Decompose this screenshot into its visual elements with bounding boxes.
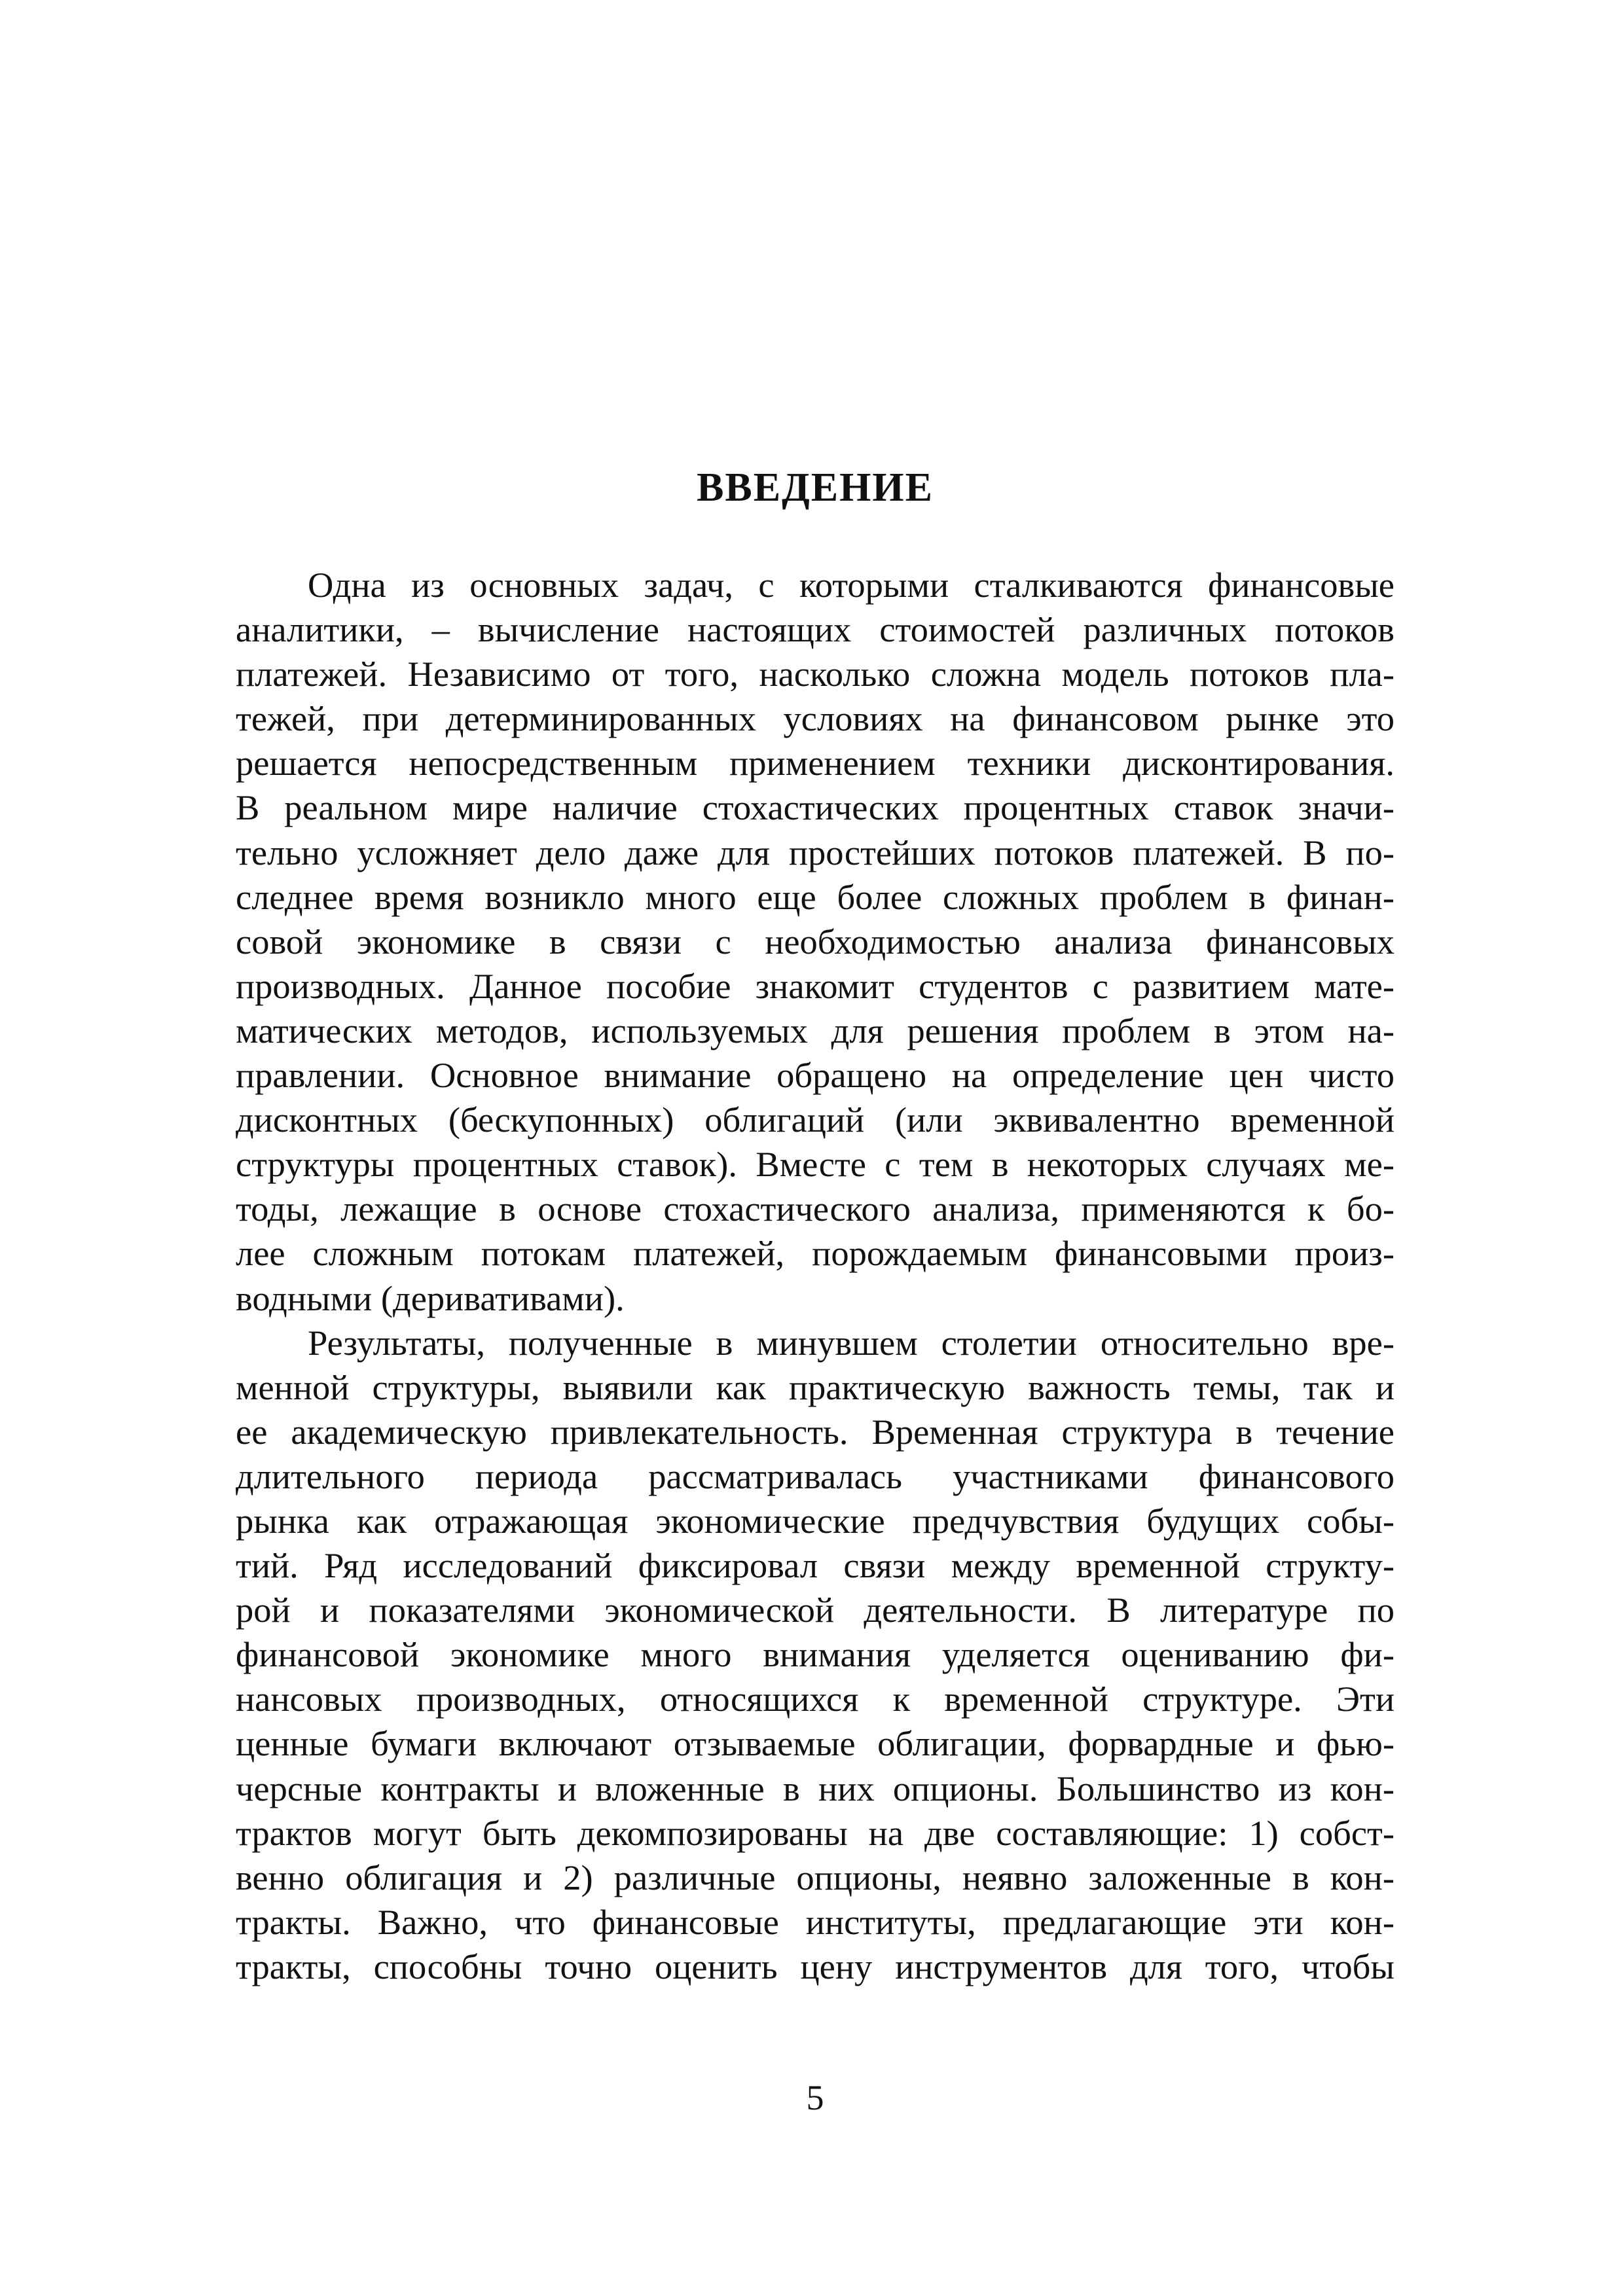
text-line: финансовой экономике много внимания уделяется оцениванию фи-: [236, 1634, 1395, 1675]
text-line: тракты. Важно, что финансовые институты, предлагающие эти кон-: [236, 1901, 1395, 1942]
text-line: венно облигация и 2) различные опционы, неявно заложенные в кон-: [236, 1857, 1395, 1897]
text-line: тий. Ряд исследований фиксировал связи между временной структу-: [236, 1545, 1395, 1586]
text-line: Одна из основных задач, с которыми сталкиваются финансовые: [308, 565, 1395, 605]
text-line: водными (деривативами).: [236, 1278, 625, 1318]
text-line: тоды, лежащие в основе стохастического анализа, применяются к бо-: [236, 1189, 1395, 1229]
text-line: структуры процентных ставок). Вместе с тем в некоторых случаях ме-: [236, 1144, 1395, 1185]
text-line: трактов могут быть декомпозированы на две составляющие: 1) собст-: [236, 1812, 1395, 1853]
text-line: ценные бумаги включают отзываемые облигации, форвардные и фью-: [236, 1723, 1395, 1764]
page-number: 5: [806, 2078, 824, 2117]
text-line: рой и показателями экономической деятельности. В литературе по: [236, 1590, 1395, 1630]
text-line: нансовых производных, относящихся к временной структуре. Эти: [236, 1679, 1395, 1719]
body-text: [236, 563, 1395, 1989]
text-line: черсные контракты и вложенные в них опционы. Большинство из кон-: [236, 1768, 1395, 1808]
text-line: матических методов, используемых для решения проблем в этом на-: [236, 1010, 1395, 1050]
text-line: производных. Данное пособие знакомит студентов с развитием мате-: [236, 965, 1395, 1006]
paragraph-1: [236, 563, 1395, 1321]
text-line: платежей. Независимо от того, насколько сложна модель потоков пла-: [236, 654, 1395, 694]
text-line: В реальном мире наличие стохастических процентных ставок значи-: [236, 787, 1395, 828]
text-line: лее сложным потокам платежей, порождаемым финансовыми произ-: [236, 1233, 1395, 1274]
text-line: решается непосредственным применением техники дисконтирования.: [236, 743, 1395, 783]
text-line: длительного периода рассматривалась участниками финансового: [236, 1456, 1395, 1496]
text-line: Результаты, полученные в минувшем столетии относительно вре-: [308, 1322, 1395, 1363]
text-line: совой экономике в связи с необходимостью анализа финансовых: [236, 921, 1395, 961]
text-line: рынка как отражающая экономические предчувствия будущих собы-: [236, 1500, 1395, 1541]
text-line: правлении. Основное внимание обращено на определение цен чисто: [236, 1055, 1395, 1096]
text-line: аналитики, – вычисление настоящих стоимостей различных потоков: [236, 609, 1395, 650]
page-title: ВВЕДЕНИЕ: [697, 465, 934, 510]
text-line: дисконтных (бескупонных) облигаций (или эквивалентно временной: [236, 1100, 1395, 1140]
text-line: тельно усложняет дело даже для простейших потоков платежей. В по-: [236, 832, 1395, 872]
text-line: менной структуры, выявили как практическую важность темы, так и: [236, 1367, 1395, 1407]
text-line: следнее время возникло много еще более сложных проблем в финан-: [236, 876, 1395, 917]
text-line: тежей, при детерминированных условиях на финансовом рынке это: [236, 698, 1395, 739]
paragraph-2: [236, 1321, 1395, 1989]
text-line: тракты, способны точно оценить цену инструментов для того, чтобы: [236, 1946, 1395, 1986]
text-line: ее академическую привлекательность. Временная структура в течение: [236, 1411, 1395, 1452]
